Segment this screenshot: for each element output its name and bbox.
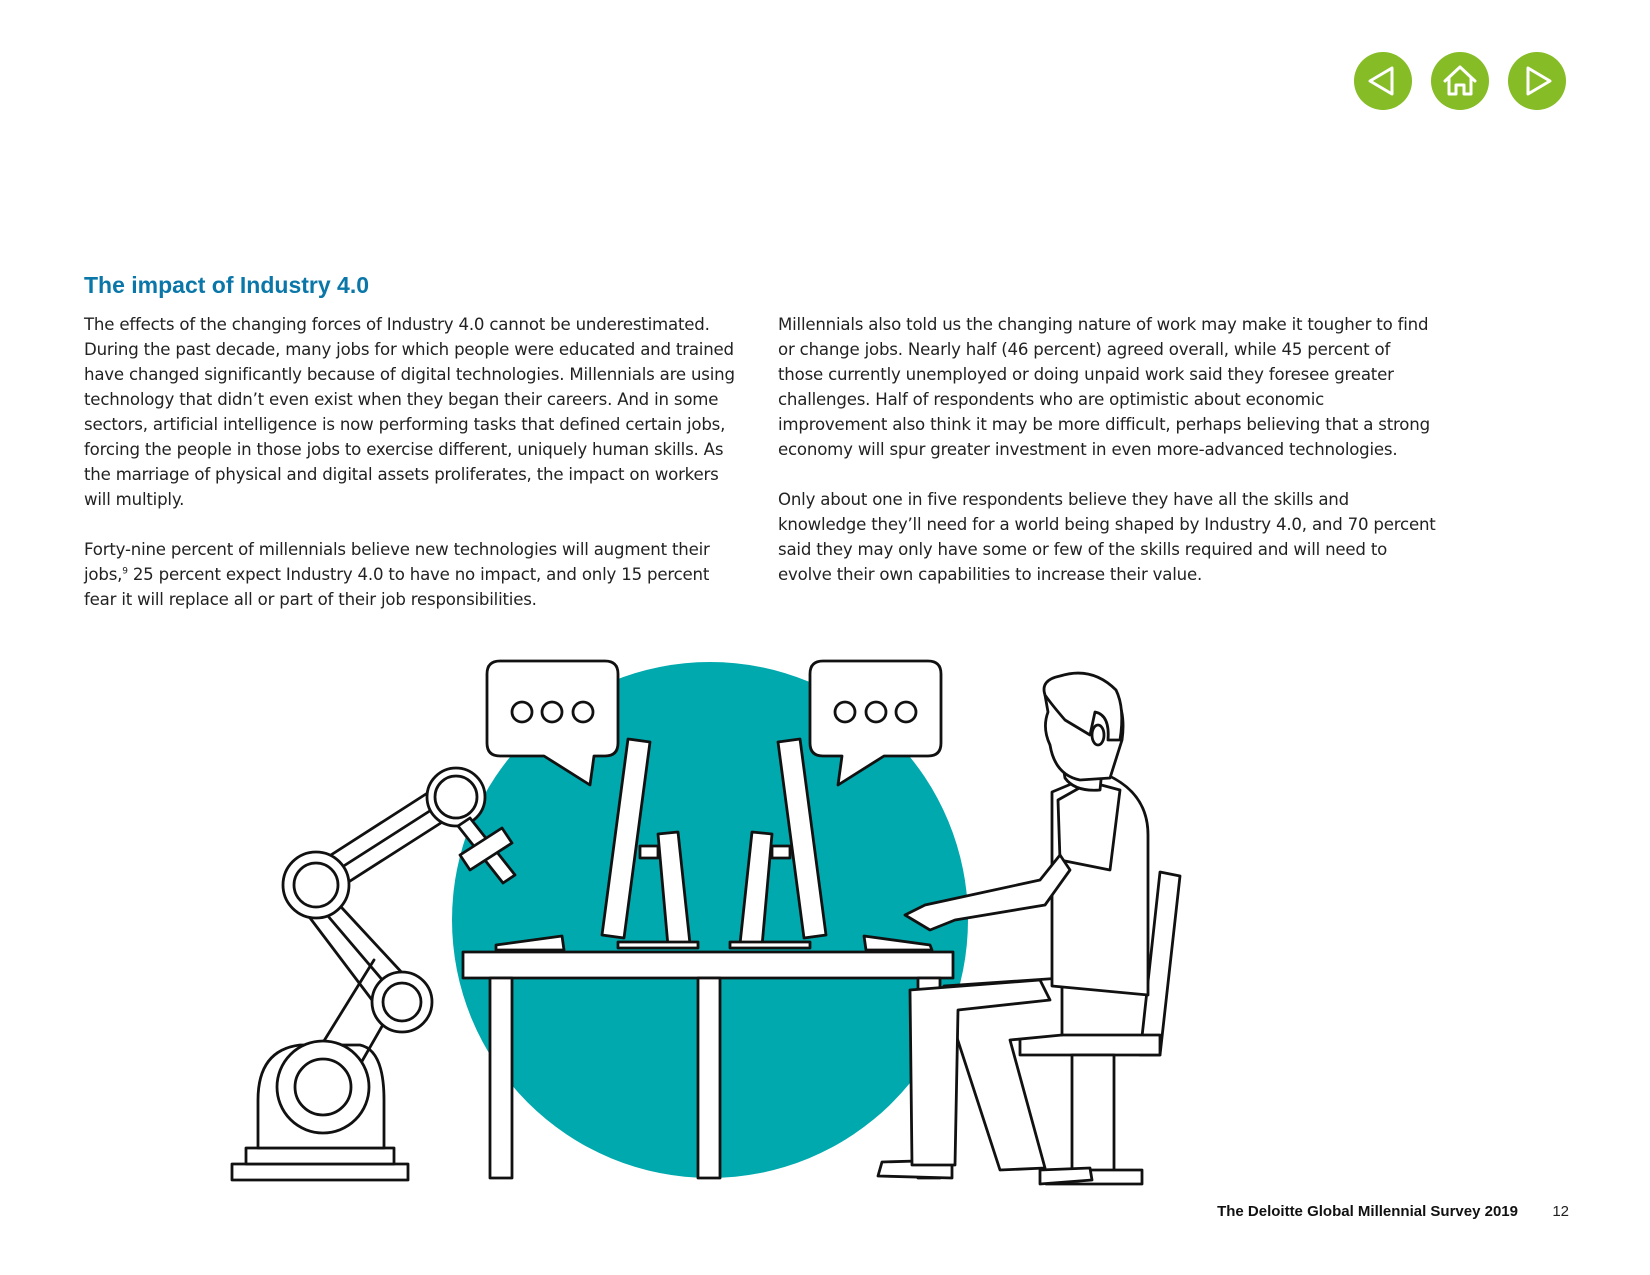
publication-title: The Deloitte Global Millennial Survey 2019 [1217, 1203, 1518, 1220]
right-paragraph-1: Millennials also told us the changing nature of work may make it tougher to find or change jobs. Nearly half (46 percent) agreed overall, while 45 percent of those currently unemployed or doing unpaid work said they foresee greater challenges. Half of respondents who are optimistic about economic improvement also think it may be more difficult, perhaps believing that a strong economy will spur greater investment in even more-advanced technologies. [778, 315, 1430, 459]
right-paragraph-2: Only about one in five respondents believe they have all the skills and knowledge they’ll need for a world being shaped by Industry 4.0, and 70 percent said they may only have some or few of the skills required and will need to evolve their own capabilities to increase their value. [778, 490, 1436, 584]
section-title: The impact of Industry 4.0 [84, 272, 369, 298]
left-paragraph-1: The effects of the changing forces of Industry 4.0 cannot be underestimated. During the past decade, many jobs for which people were educated and trained have changed significantly because of digital technologies. Millennials are using technology that didn’t even exist when they began their careers. And in some sectors, artificial intelligence is now performing tasks that defined certain jobs, forcing the people in those jobs to exercise different, uniquely human skills. As the marriage of physical and digital assets proliferates, the impact on workers will multiply. [84, 315, 735, 509]
left-paragraph-2-end: 25 percent expect Industry 4.0 to have no impact, and only 15 percent fear it will replace all or part of their job responsibilities. [84, 565, 710, 609]
left-paragraph-2-start: Forty-nine percent of millennials believe new technologies will augment their jobs, [84, 540, 710, 584]
footnote-marker[interactable]: 9 [122, 566, 128, 577]
page-number: 12 [1552, 1203, 1569, 1220]
